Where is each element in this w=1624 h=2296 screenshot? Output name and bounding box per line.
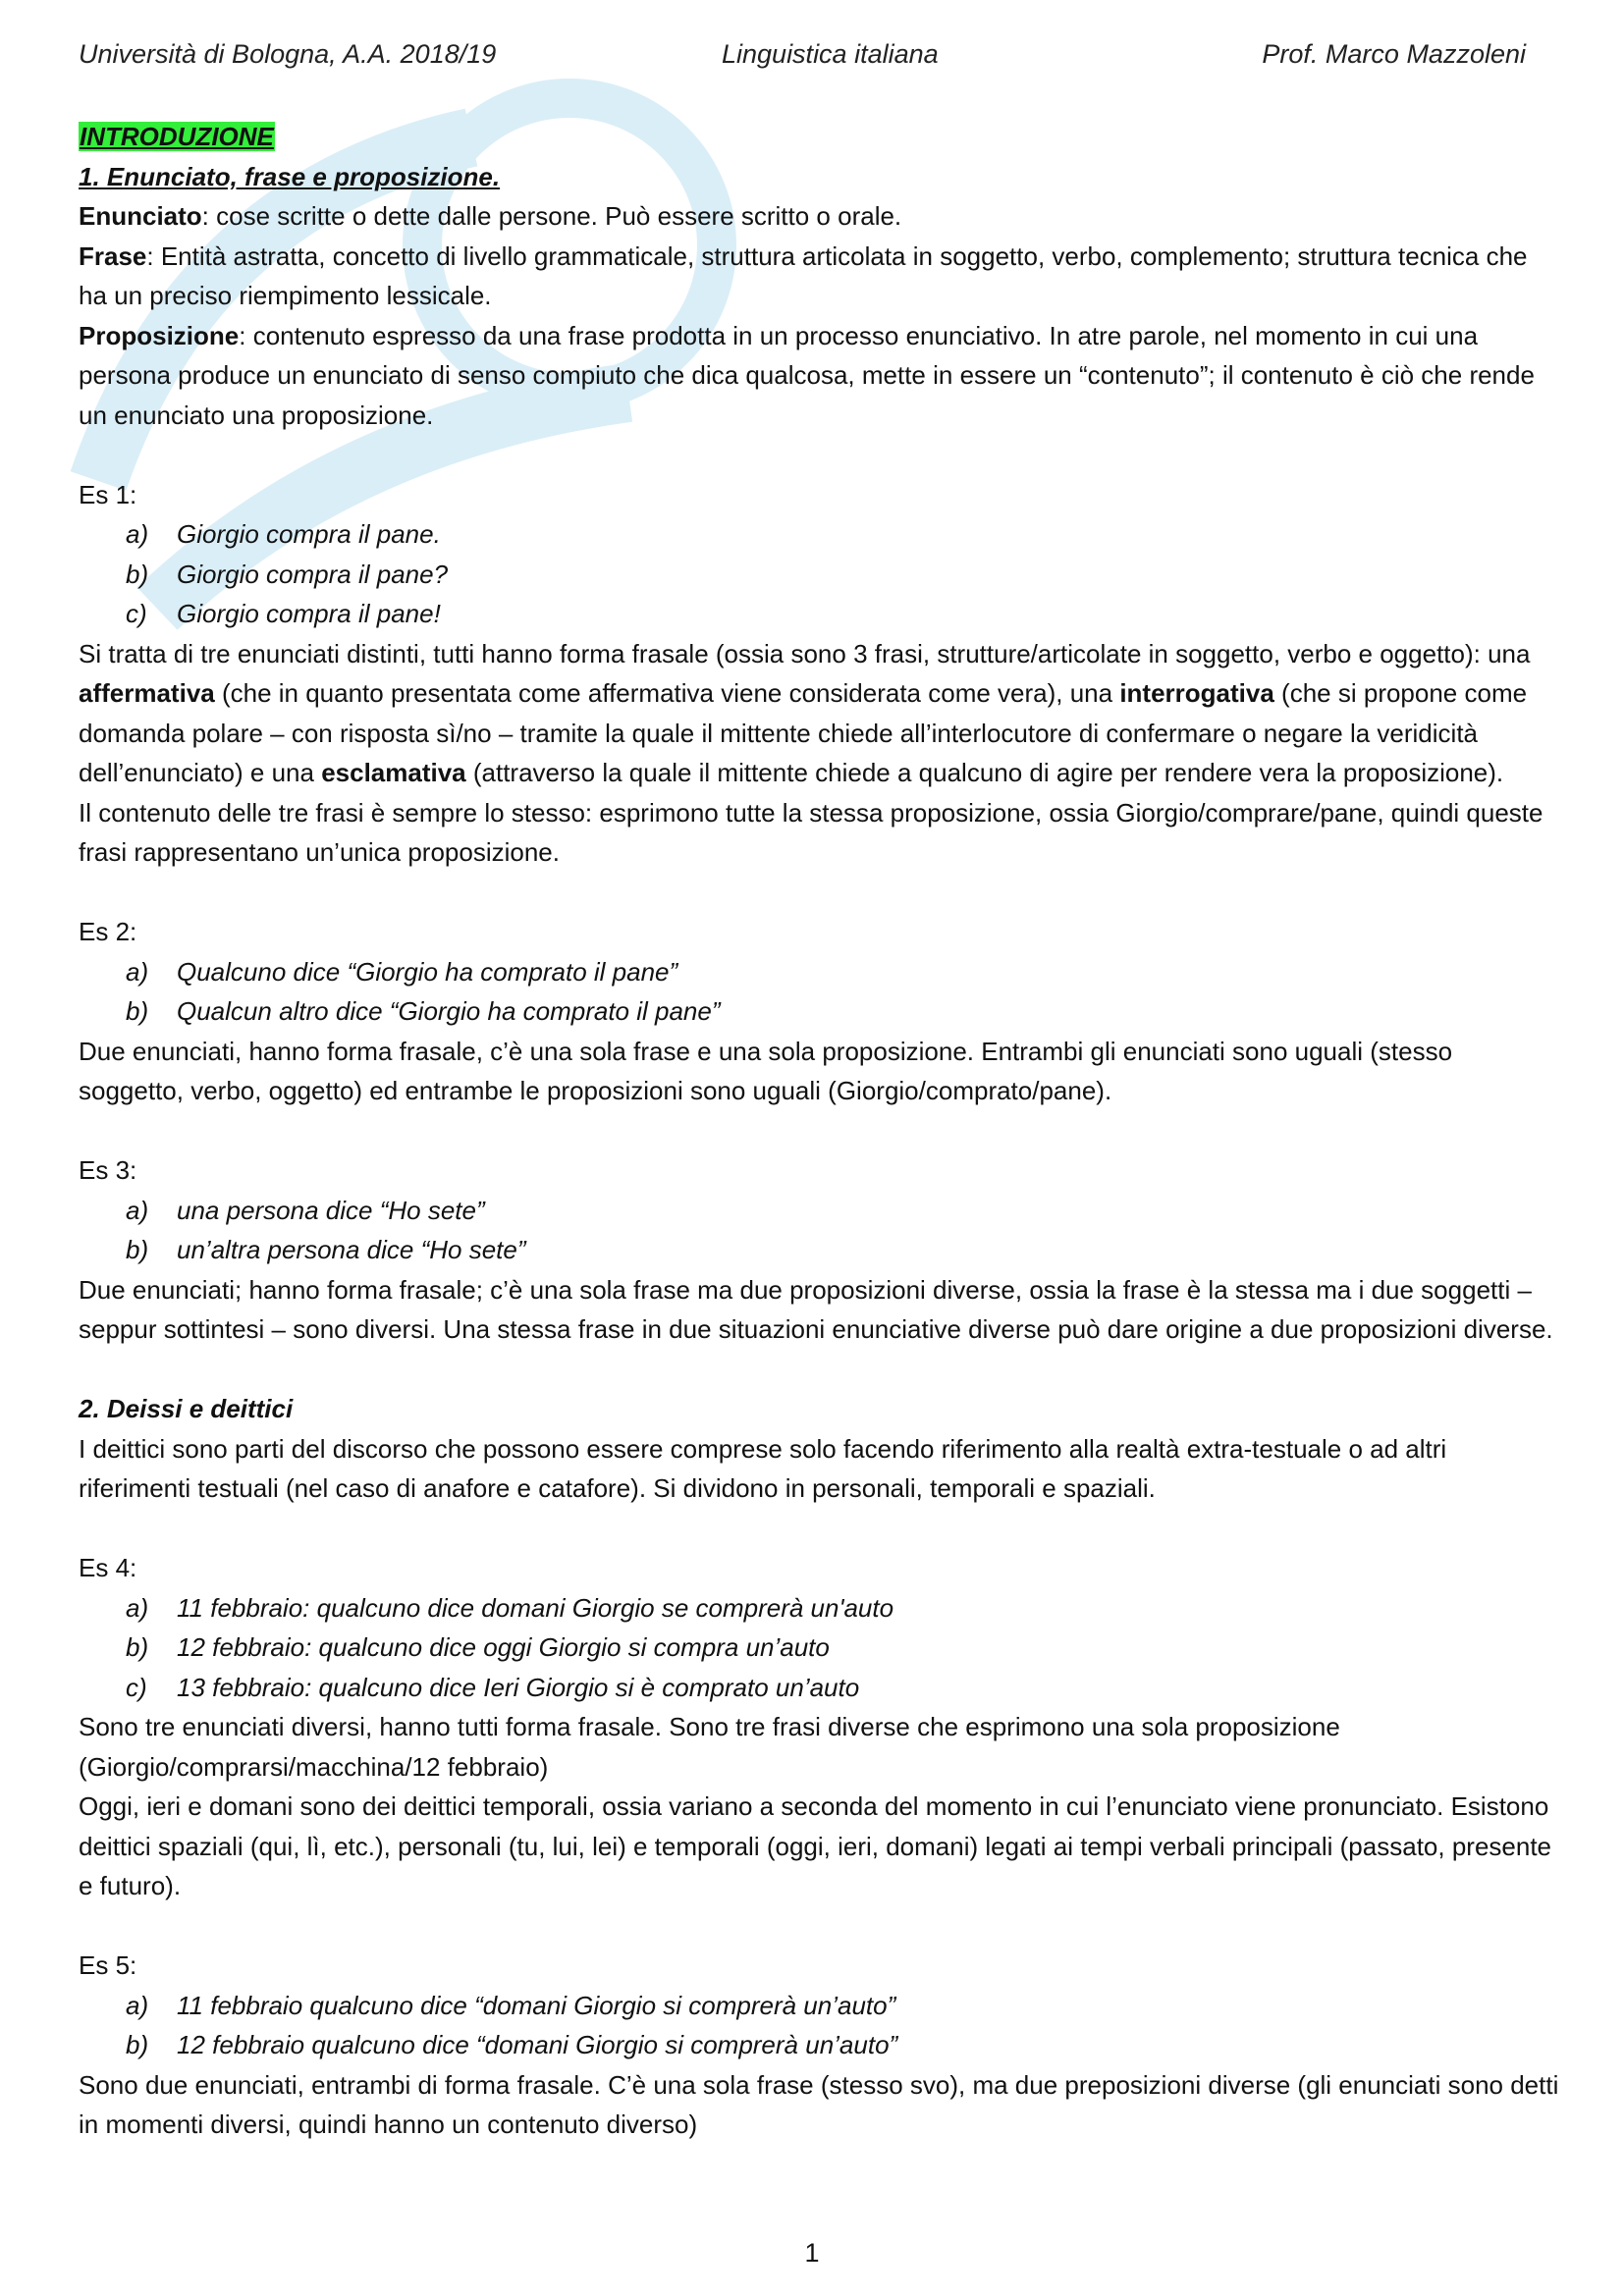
section-2-intro: I deittici sono parti del discorso che possono essere comprese solo facendo riferimento alla realtà extra-testuale o ad altri riferimenti testuali (nel caso di anafore e catafore). Si dividono in personali, temporali e spaziali. [79,1433,1447,1503]
example-4-label: Es 4: [79,1553,137,1582]
text-run: (attraverso la quale il mittente chiede a qualcuno di agire per rendere vera la proposizione). [465,758,1504,787]
list-item-text: 11 febbraio qualcuno dice “domani Giorgio si comprerà un’auto” [177,1990,896,2020]
page-number: 1 [804,2238,820,2268]
list-marker: a) [126,1990,149,2020]
example-2-list [79,952,1561,1032]
example-2-explanation: Due enunciati, hanno forma frasale, c’è una sola frase e una sola proposizione. Entrambi gli enunciati sono uguali (stesso soggetto, verbo, oggetto) ed entrambe le proposizioni sono uguali (Giorgio/comprato/pane). [79,1036,1453,1105]
list-marker: a) [126,519,149,549]
list-item [79,1588,1561,1629]
text-run: Si tratta di tre enunciati distinti, tutti hanno forma frasale (ossia sono 3 frasi, strutture/articolate in soggetto, verbo e oggetto): una [79,638,1531,668]
example-2-label: Es 2: [79,917,137,946]
list-item [79,1668,1561,1708]
term-frase: Frase [79,240,147,271]
list-marker: b) [126,996,149,1026]
list-item-text: Qualcun altro dice “Giorgio ha comprato il pane” [177,996,721,1026]
section-1-title: 1. Enunciato, frase e proposizione. [79,161,501,191]
example-1-conclusion: Il contenuto delle tre frasi è sempre lo stesso: esprimono tutte la stessa proposizione, ossia Giorgio/comprare/pane, quindi queste frasi rappresentano un’unica proposizione. [79,797,1543,867]
list-item [79,1986,1561,2026]
list-item [79,1628,1561,1668]
list-item-text: Giorgio compra il pane. [177,519,441,549]
header-university: Università di Bologna, A.A. 2018/19 [79,39,497,69]
example-5-list [79,1986,1561,2065]
example-1-list [79,514,1561,634]
example-3-label: Es 3: [79,1155,137,1185]
list-item-text: Giorgio compra il pane! [177,599,441,628]
list-item [79,555,1561,595]
example-4-list [79,1588,1561,1708]
header-course: Linguistica italiana [722,39,939,69]
def-proposizione-text: : contenuto espresso da una frase prodotta in un processo enunciativo. In atre parole, nel momento in cui una persona produce un enunciato di senso compiuto che dica qualcosa, mette in essere un “contenuto”; il contenuto è ciò che rende un enunciato una proposizione. [79,320,1535,430]
term-enunciato: Enunciato [79,201,202,231]
example-4-deittici: Oggi, ieri e domani sono dei deittici temporali, ossia variano a seconda del momento in cui l’enunciato viene pronunciato. Esistono deittici spaziali (qui, lì, etc.), personali (tu, lui, lei) e temporali (oggi, ieri, domani) legati ai tempi verbali principali (passato, presente e futuro). [79,1791,1552,1900]
list-marker: b) [126,2030,149,2059]
text-run: (che in quanto presentata come affermativa viene considerata come vera), una [214,678,1120,708]
list-marker: b) [126,559,149,589]
list-item [79,514,1561,555]
example-3-explanation: Due enunciati; hanno forma frasale; c’è una sola frase ma due proposizioni diverse, ossia la frase è la stessa ma i due soggetti – seppur sottintesi – sono diversi. Una stessa frase in due situazioni enunciative diverse può dare origine a due proposizioni diverse. [79,1274,1553,1344]
page-header [79,39,1545,79]
example-4-explanation: Sono tre enunciati diversi, hanno tutti forma frasale. Sono tre frasi diverse che esprimono una sola proposizione (Giorgio/comprarsi/macchina/12 febbraio) [79,1712,1340,1782]
list-marker: a) [126,1195,149,1225]
def-enunciato-text: : cose scritte o dette dalle persone. Può essere scritto o orale. [201,201,902,231]
list-item [79,2025,1561,2065]
list-marker: a) [126,956,149,987]
text-run: (che si propone come domanda polare – con risposta sì/no – tramite la quale il mittente chiede all’interlocutore di confermare o negare la veridicità dell’enunciato) e una [79,678,1528,787]
definition-proposizione [79,316,1561,436]
list-marker: b) [126,1632,149,1662]
def-frase-text: : Entità astratta, concetto di livello grammaticale, struttura articolata in soggetto, verbo, complemento; struttura tecnica che ha un preciso riempimento lessicale. [79,240,1528,310]
list-item [79,1191,1561,1231]
list-marker: a) [126,1592,149,1623]
list-item-text: Giorgio compra il pane? [177,559,449,589]
example-3-list [79,1191,1561,1270]
list-marker: b) [126,1235,149,1264]
header-professor: Prof. Marco Mazzoleni [1262,39,1526,69]
list-item-text: 12 febbraio: qualcuno dice oggi Giorgio si compra un’auto [177,1632,830,1662]
list-item-text: 13 febbraio: qualcuno dice Ieri Giorgio si è comprato un’auto [177,1672,860,1702]
term-interrogativa: interrogativa [1119,678,1274,708]
list-item-text: 11 febbraio: qualcuno dice domani Giorgio se comprerà un'auto [177,1592,894,1623]
list-item-text: 12 febbraio qualcuno dice “domani Giorgio si comprerà un’auto” [177,2030,898,2059]
term-proposizione: Proposizione [79,320,240,350]
example-5-explanation: Sono due enunciati, entrambi di forma frasale. C’è una sola frase (stesso svo), ma due preposizioni diverse (gli enunciati sono detti in momenti diversi, quindi hanno un contenuto diverso) [79,2069,1559,2139]
example-1-explanation [79,634,1561,793]
section-2-title: 2. Deissi e deittici [79,1394,294,1423]
list-marker: c) [126,599,147,628]
list-item-text: una persona dice “Ho sete” [177,1195,485,1225]
document-body [79,117,1561,2145]
intro-heading: INTRODUZIONE [80,122,274,151]
definition-enunciato [79,196,1561,237]
list-item-text: un’altra persona dice “Ho sete” [177,1235,526,1264]
list-marker: c) [126,1672,147,1702]
list-item [79,594,1561,634]
list-item [79,991,1561,1032]
list-item [79,952,1561,992]
example-5-label: Es 5: [79,1950,137,1980]
term-affermativa: affermativa [79,678,215,708]
term-esclamativa: esclamativa [321,758,466,787]
example-1-label: Es 1: [79,479,137,509]
list-item [79,1230,1561,1270]
list-item-text: Qualcuno dice “Giorgio ha comprato il pane” [177,956,678,987]
definition-frase [79,237,1561,316]
